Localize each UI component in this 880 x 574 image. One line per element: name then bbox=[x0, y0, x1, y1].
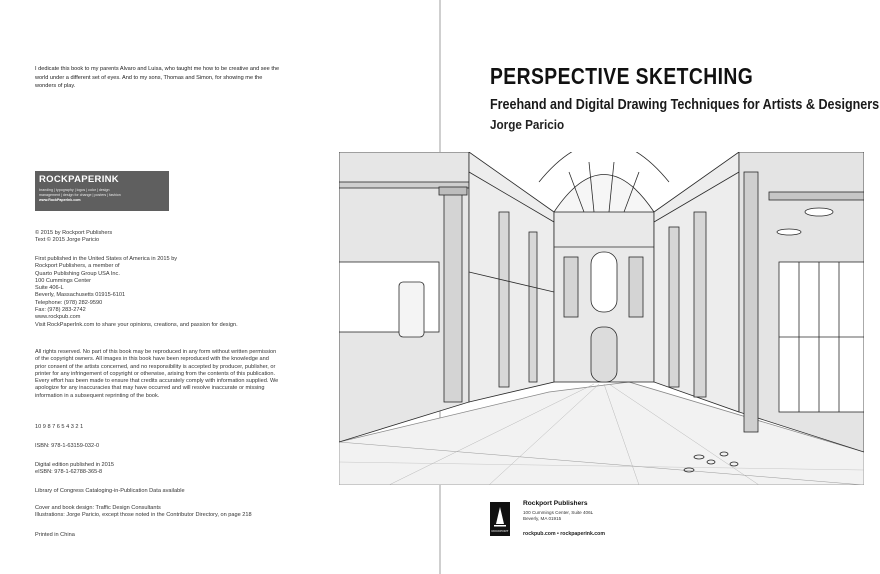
publisher-line: Suite 406-L bbox=[35, 285, 64, 292]
publisher-line: First published in the United States of America in 2015 by bbox=[35, 256, 178, 262]
book-author: Jorge Paricio bbox=[490, 117, 565, 132]
digital-line: eISBN: 978-1-62788-365-8 bbox=[35, 469, 103, 476]
publisher-urls: rockpub.com • rockpaperink.com bbox=[523, 531, 605, 537]
publisher-line: www.rockpub.com bbox=[35, 314, 81, 321]
logo-tags-line: management | design for change | posters | fashion bbox=[39, 193, 121, 197]
logo-tags-line: branding | typography | logos | color | design bbox=[39, 188, 110, 192]
isbn: ISBN: 978-1-63159-032-0 bbox=[35, 443, 100, 449]
design-credits bbox=[35, 505, 280, 520]
publisher-info bbox=[35, 256, 280, 329]
digital-edition bbox=[35, 462, 280, 477]
address-line: Beverly, MA 01915 bbox=[523, 515, 562, 521]
arcade-perspective-illustration bbox=[339, 152, 864, 485]
rockport-logo-text: ROCKPORT bbox=[491, 529, 509, 533]
title-page bbox=[441, 0, 880, 574]
printed-in: Printed in China bbox=[35, 532, 75, 538]
cip-notice: Library of Congress Cataloging-in-Publication Data available bbox=[35, 488, 185, 494]
book-title: PERSPECTIVE SKETCHING bbox=[490, 63, 754, 89]
rockpaperink-logo-title: ROCKPAPERINK bbox=[39, 174, 119, 185]
sail-icon bbox=[490, 502, 510, 536]
publisher-line: Quarto Publishing Group USA Inc. bbox=[35, 270, 120, 277]
copyright-line: Text © 2015 Jorge Paricio bbox=[35, 237, 100, 244]
book-subtitle: Freehand and Digital Drawing Techniques for Artists & Designers bbox=[490, 97, 880, 113]
address-line: 100 Cummings Center, Suite 406L bbox=[523, 510, 594, 515]
rockpaperink-logo bbox=[35, 171, 169, 211]
publisher-line: Rockport Publishers, a member of bbox=[35, 263, 120, 270]
dedication-text: I dedicate this book to my parents Alvaro and Luisa, who taught me how to be creative and see the world under a different set of eyes. And to my sons, Thomas and Simon, for showing me the wonders of play. bbox=[35, 66, 280, 90]
publisher-line: 100 Cummings Center bbox=[35, 277, 91, 284]
print-line: 10 9 8 7 6 5 4 3 2 1 bbox=[35, 424, 84, 430]
publisher-line: Beverly, Massachusetts 01915-6101 bbox=[35, 292, 126, 299]
digital-line: Digital edition published in 2015 bbox=[35, 462, 114, 468]
rockport-logo bbox=[490, 502, 510, 536]
rockpaperink-logo-url: www.RockPaperInk.com bbox=[39, 198, 81, 202]
rockpaperink-logo-tags bbox=[39, 188, 165, 198]
rights-notice: All rights reserved. No part of this book may be reproduced in any form without written permission of the copyright owners. All images in this book have been reproduced with the knowledge and prior consent of the artists concerned, and no responsibility is accepted by producer, publisher, or printer for any infringement of copyright or otherwise, arising from the contents of this publication. Every effort has been made to ensure that credits accurately comply with information supplied. We apologize for any inaccuracies that may have occurred and will resolve inaccurate or missing information in a subsequent reprinting of the book. bbox=[35, 349, 279, 399]
publisher-address bbox=[523, 510, 593, 521]
credit-line: Illustrations: Jorge Paricio, except those noted in the Contributor Directory, on page 218 bbox=[35, 512, 252, 519]
publisher-line: Visit RockPaperInk.com to share your opinions, creations, and passion for design. bbox=[35, 321, 238, 328]
copyright-line: © 2015 by Rockport Publishers bbox=[35, 230, 113, 236]
credit-line: Cover and book design: Traffic Design Consultants bbox=[35, 505, 161, 511]
publisher-name: Rockport Publishers bbox=[523, 500, 588, 507]
publisher-line: Fax: (978) 283-2742 bbox=[35, 307, 86, 314]
copyright-notice bbox=[35, 230, 280, 245]
publisher-line: Telephone: (978) 282-9590 bbox=[35, 299, 103, 306]
